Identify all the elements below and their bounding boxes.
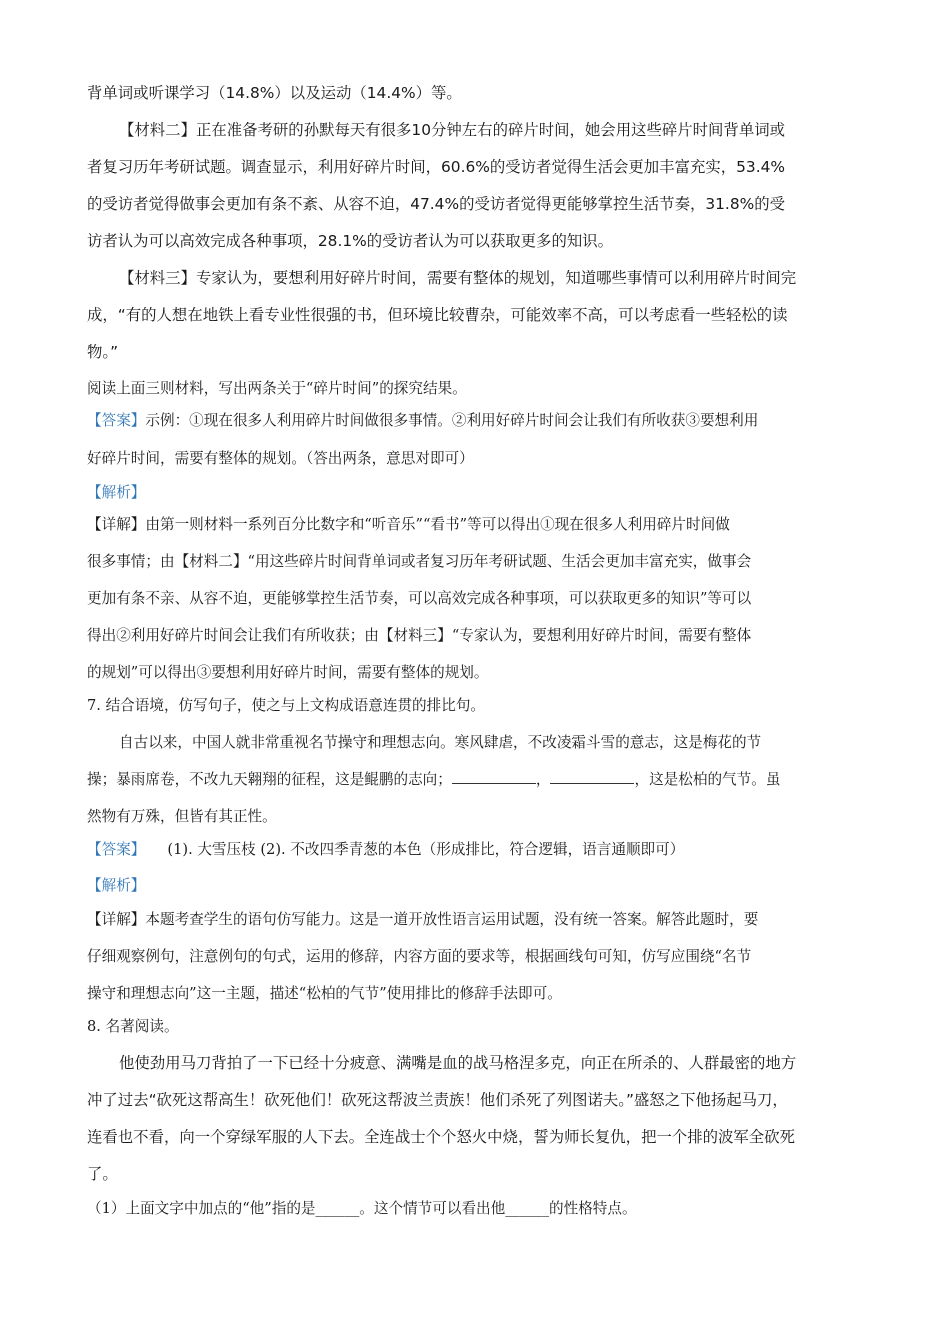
question-prompt: 阅读上面三则材料，写出两条关于“碎片时间”的探究结果。	[87, 380, 467, 397]
analysis-tag: 【解析】	[87, 877, 146, 894]
passage-segment: ，这是松柏的气节。虽	[634, 771, 781, 788]
analysis-line: 【详解】本题考查学生的语句仿写能力。这是一道开放性语言运用试题，没有统一答案。解答此题时，要	[87, 911, 759, 928]
question-7-passage: 自古以来，中国人就非常重视名节操守和理想志向。寒风肆虐，不改凌霜斗雪的意志，这是梅花的节	[119, 734, 762, 751]
answer-text: (1). 大雪压枝 (2). 不改四季青葱的本色（形成排比，符合逻辑，语言通顺即可）	[167, 841, 685, 858]
sub-question-1: （1）上面文字中加点的“他”指的是______。这个情节可以看出他______的性格特点。	[87, 1200, 637, 1217]
question-7-title: 7. 结合语境，仿写句子，使之与上文构成语意连贯的排比句。	[87, 697, 486, 714]
material-two-line: 【材料二】正在准备考研的孙默每天有很多10分钟左右的碎片时间，她会用这些碎片时间背单词或	[119, 121, 785, 139]
material-two-line: 者复习历年考研试题。调查显示，利用好碎片时间，60.6%的受访者觉得生活会更加丰富充实，53.4%	[87, 158, 786, 176]
novel-excerpt-line: 冲了过去“砍死这帮高生！砍死他们！砍死这帮波兰责族！他们杀死了列图诺夫。”盛怒之下他扬起马刀，	[87, 1091, 788, 1109]
novel-excerpt-line: 他使劲用马刀背拍了一下已经十分疲意、满嘴是血的战马格涅多克，向正在所杀的、人群最密的地方	[119, 1054, 797, 1072]
material-two-line: 的受访者觉得做事会更加有条不紊、从容不迫，47.4%的受访者觉得更能够掌控生活节奏，31.8%的受	[87, 195, 786, 213]
analysis-tag: 【解析】	[87, 484, 146, 501]
novel-excerpt-line: 了。	[87, 1165, 118, 1183]
material-two-line: 访者认为可以高效完成各种事项，28.1%的受访者认为可以获取更多的知识。	[87, 232, 614, 250]
answer-tag: 【答案】	[87, 412, 146, 429]
question-7-passage: 然物有万殊，但皆有其正性。	[87, 808, 277, 825]
question-8-title: 8. 名著阅读。	[87, 1018, 179, 1035]
analysis-line: 操守和理想志向”这一主题，描述“松柏的气节”使用排比的修辞手法即可。	[87, 985, 562, 1002]
material-three-line: 物。”	[87, 343, 119, 361]
material-three-line: 【材料三】专家认为，要想利用好碎片时间，需要有整体的规划，知道哪些事情可以利用碎片时间完	[119, 269, 797, 287]
answer-tag: 【答案】	[87, 841, 146, 858]
answer-line: 好碎片时间，需要有整体的规划。（答出两条，意思对即可）	[87, 450, 474, 467]
question-7-passage	[87, 768, 780, 789]
answer-line	[87, 409, 758, 430]
fill-blank	[550, 782, 634, 784]
fill-blank	[452, 782, 536, 784]
answer-text: 示例：①现在很多人利用碎片时间做很多事情。②利用好碎片时间会让我们有所收获③要想利用	[145, 412, 759, 429]
material-one-ending: 背单词或听课学习（14.8%）以及运动（14.4%）等。	[87, 84, 462, 102]
analysis-line: 更加有条不亲、从容不迫，更能够掌控生活节奏，可以高效完成各种事项，可以获取更多的知识”等可以	[87, 590, 752, 607]
material-three-line: 成，“有的人想在地铁上看专业性很强的书，但环境比较曹杂，可能效率不高，可以考虑看一些轻松的读	[87, 306, 788, 324]
answer-line	[87, 838, 684, 859]
passage-segment: ，	[535, 771, 551, 788]
analysis-line: 【详解】由第一则材料一系列百分比数字和“听音乐”“看书”等可以得出①现在很多人利用碎片时间做	[87, 516, 730, 533]
novel-excerpt-line: 连看也不看，向一个穿绿军服的人下去。全连战士个个怒火中烧，誓为师长复仇，把一个排的波军全砍死	[87, 1128, 795, 1146]
analysis-line: 仔细观察例句，注意例句的句式，运用的修辞，内容方面的要求等，根据画线句可知，仿写应围绕“名节	[87, 948, 752, 965]
analysis-line: 得出②利用好碎片时间会让我们有所收获；由【材料三】“专家认为，要想利用好碎片时间，需要有整体	[87, 627, 752, 644]
analysis-line: 很多事情；由【材料二】“用这些碎片时间背单词或者复习历年考研试题、生活会更加丰富充实，做事会	[87, 553, 752, 570]
analysis-line: 的规划”可以得出③要想利用好碎片时间，需要有整体的规划。	[87, 664, 489, 681]
passage-segment: 操；暴雨席卷，不改九天翱翔的征程，这是鲲鹏的志向；	[87, 771, 452, 788]
